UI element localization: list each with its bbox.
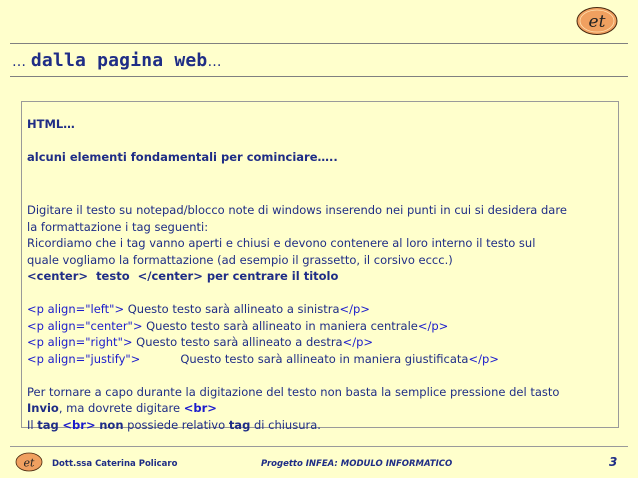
header-rule-top bbox=[10, 43, 628, 44]
br-line-2-text: , ma dovrete digitare bbox=[58, 401, 184, 415]
tag-word: tag bbox=[37, 417, 59, 432]
close-tag: </p> bbox=[417, 318, 449, 333]
align-example-left bbox=[27, 301, 627, 318]
intro-line: la formattazione i tag seguenti: bbox=[27, 219, 209, 234]
chiusura-text: di chiusura. bbox=[250, 417, 321, 432]
footer-project: Progetto INFEA: MODULO INFORMATICO bbox=[261, 459, 453, 469]
logo-letters: et bbox=[588, 12, 606, 32]
center-example bbox=[27, 268, 627, 285]
example-text: Questo testo sarà allineato in maniera centrale bbox=[142, 318, 418, 333]
footer-author: Dott.ssa Caterina Policaro bbox=[52, 459, 178, 469]
open-tag: <p align="left"> bbox=[27, 302, 125, 316]
slide-body bbox=[27, 116, 627, 433]
open-tag: <p align="center"> bbox=[27, 318, 143, 333]
center-close-tag: </center> bbox=[137, 269, 203, 283]
center-desc: per centrare il titolo bbox=[206, 269, 339, 283]
content-heading: HTML… bbox=[27, 117, 75, 131]
logo-letters-small: et bbox=[23, 456, 35, 470]
br-tag-inline: <br> bbox=[62, 417, 96, 432]
page-title bbox=[12, 50, 222, 71]
example-text: Questo testo sarà allineato in maniera giustificata bbox=[180, 351, 469, 366]
example-text: Questo testo sarà allineato a destra bbox=[132, 335, 343, 349]
close-tag: </p> bbox=[468, 351, 499, 366]
et-logo bbox=[574, 4, 620, 42]
intro-line: Digitare il testo su notepad/blocco note di windows inserendo nei punti in cui si desidera dare bbox=[27, 203, 567, 217]
align-example-justify bbox=[27, 351, 627, 368]
align-example-right bbox=[27, 334, 627, 351]
align-example-center bbox=[27, 318, 627, 335]
br-line-2 bbox=[27, 400, 627, 417]
il-text: Il bbox=[27, 417, 38, 432]
title-suffix: … bbox=[207, 54, 222, 70]
open-tag: <p align="justify"> bbox=[27, 351, 141, 366]
possiede-text: possiede relativo bbox=[123, 417, 229, 432]
content-subheading: alcuni elementi fondamentali per cominciare….. bbox=[27, 150, 338, 164]
open-tag: <p align="right"> bbox=[27, 335, 133, 349]
br-line-1: Per tornare a capo durante la digitazione del testo non basta la semplice pressione del tasto bbox=[27, 384, 560, 399]
page-number: 3 bbox=[609, 455, 618, 469]
center-middle: testo bbox=[96, 269, 130, 283]
footer-rule bbox=[10, 446, 628, 447]
intro-line: Ricordiamo che i tag vanno aperti e chiusi e devono contenere al loro interno il testo sul bbox=[27, 236, 536, 250]
close-tag: </p> bbox=[342, 335, 374, 349]
example-text: Questo testo sarà allineato a sinistra bbox=[124, 302, 340, 316]
br-tag: <br> bbox=[183, 401, 217, 415]
close-tag: </p> bbox=[339, 302, 370, 316]
invio-key: Invio bbox=[27, 401, 59, 415]
header-rule-bottom bbox=[10, 76, 628, 77]
center-open-tag: <center> bbox=[27, 269, 89, 283]
title-text: dalla pagina web bbox=[30, 50, 208, 71]
br-line-3 bbox=[27, 417, 627, 434]
et-logo-small bbox=[14, 451, 44, 477]
non-word: non bbox=[99, 417, 124, 432]
title-prefix: … bbox=[12, 54, 31, 70]
tag-word-2: tag bbox=[228, 417, 251, 432]
intro-line: quale vogliamo la formattazione (ad esempio il grassetto, il corsivo eccc.) bbox=[27, 252, 453, 267]
